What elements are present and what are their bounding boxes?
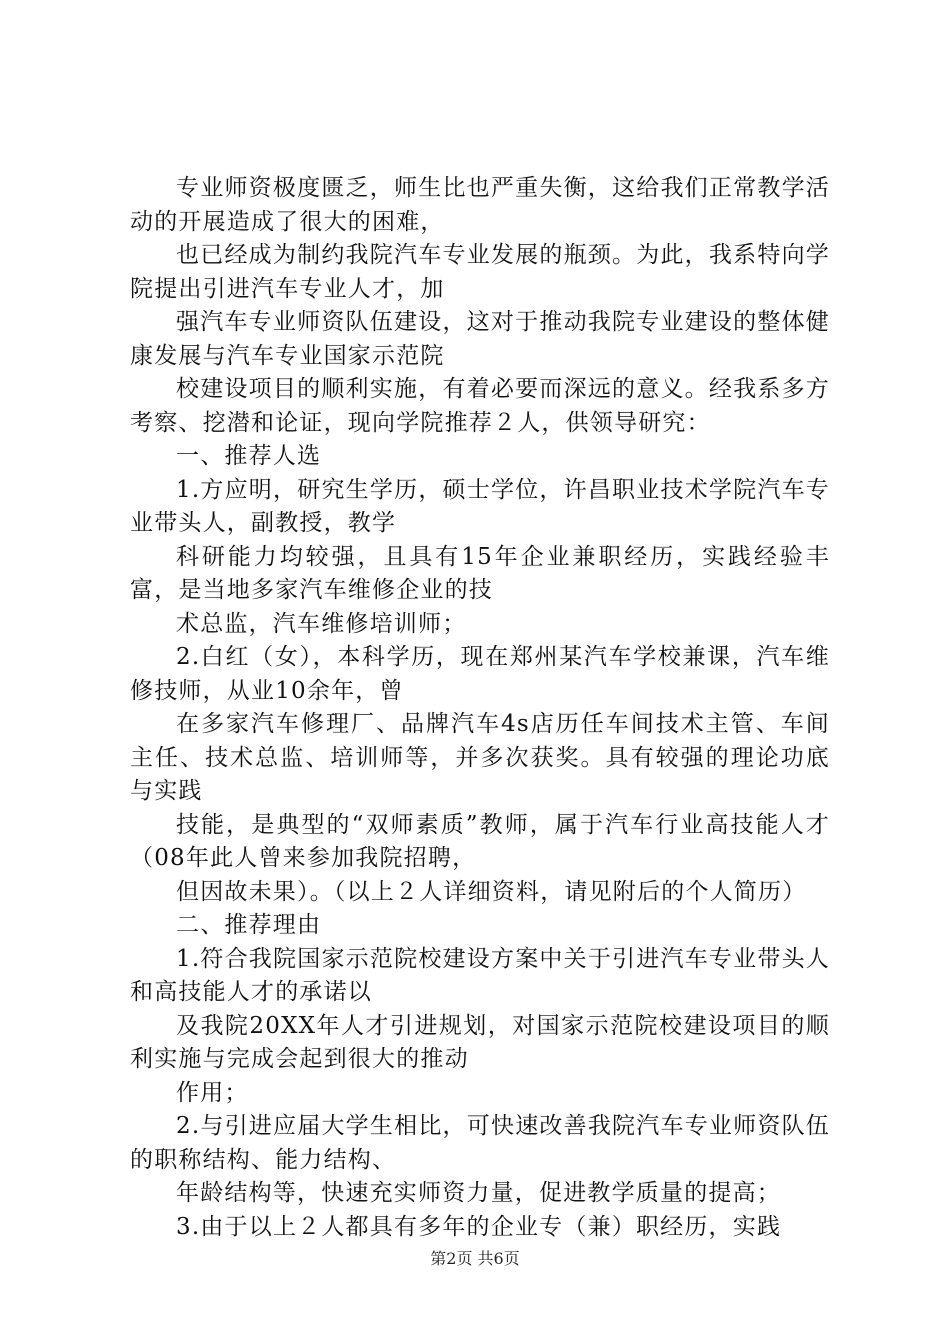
paragraph: 2.与引进应届大学生相比，可快速改善我院汽车专业师资队伍的职称结构、能力结构、	[130, 1113, 830, 1173]
paragraph: 强汽车专业师资队伍建设，这对于推动我院专业建设的整体健康发展与汽车专业国家示范院	[130, 309, 830, 369]
paragraph: 年龄结构等，快速充实师资力量，促进教学质量的提高；	[176, 1180, 781, 1206]
paragraph: 2.白红（女），本科学历，现在郑州某汽车学校兼课，汽车维修技师，从业10余年，曾	[130, 644, 830, 704]
paragraph: 1.方应明，研究生学历，硕士学位，许昌职业技术学院汽车专业带头人，副教授，教学	[130, 476, 830, 536]
paragraph: 3.由于以上２人都具有多年的企业专（兼）职经历，实践	[176, 1213, 782, 1240]
paragraph: 1.符合我院国家示范院校建设方案中关于引进汽车专业带头人和高技能人才的承诺以	[130, 945, 830, 1005]
paragraph: 术总监，汽车维修培训师；	[176, 610, 467, 637]
paragraph: 校建设项目的顺利实施，有着必要而深远的意义。经我系多方考察、挖潜和论证，现向学院推荐２人，供领导研究：	[130, 376, 830, 436]
document-body	[130, 172, 830, 1244]
paragraph: 作用；	[176, 1079, 249, 1106]
section-heading: 一、推荐人选	[176, 443, 322, 469]
paragraph: 科研能力均较强，且具有15年企业兼职经历，实践经验丰富，是当地多家汽车维修企业的技	[130, 543, 830, 603]
paragraph: 在多家汽车修理厂、品牌汽车4s店历任车间技术主管、车间主任、技术总监、培训师等，并多次获奖。具有较强的理论功底与实践	[130, 711, 830, 804]
section-heading: 二、推荐理由	[176, 912, 322, 938]
paragraph: 及我院20XX年人才引进规划，对国家示范院校建设项目的顺利实施与完成会起到很大的推动	[130, 1012, 830, 1072]
paragraph: 也已经成为制约我院汽车专业发展的瓶颈。为此，我系特向学院提出引进汽车专业人才，加	[130, 242, 830, 302]
paragraph: 但因故未果）。（以上２人详细资料，请见附后的个人简历）	[176, 878, 807, 905]
paragraph: 技能，是典型的“双师素质”教师，属于汽车行业高技能人才（08年此人曾来参加我院招聘，	[130, 811, 830, 871]
page-number-footer: 第2页 共6页	[430, 1249, 520, 1268]
paragraph: 专业师资极度匮乏，师生比也严重失衡，这给我们正常教学活动的开展造成了很大的困难，	[130, 175, 830, 235]
